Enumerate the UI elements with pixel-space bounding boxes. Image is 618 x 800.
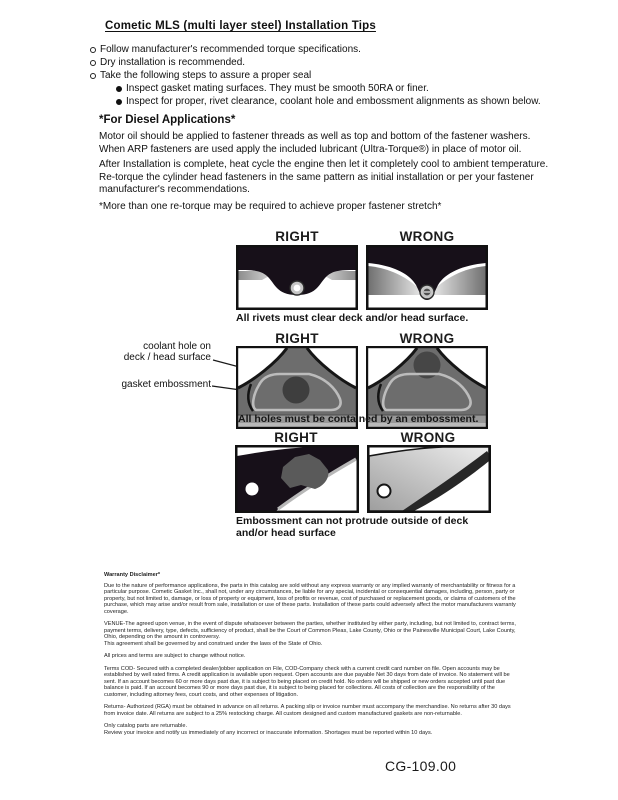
legal-paragraph: VENUE-The agreed upon venue, in the event of dispute whatsoever between the parties, whether instituted by either party, including, but not limited to, contract terms, payment terms, delivery, type, defects, sufficiency of product, shall be the Court of Common Pleas, Lake County, Ohio or the Painesville Municipal Court, Lake County, Ohio, depending on the amount in controversy. (104, 621, 516, 640)
fig1-wrong-label: WRONG (399, 229, 455, 244)
gasket-embossment-label: gasket embossment (121, 379, 211, 390)
legal-paragraph: Due to the nature of performance applications, the parts in this catalog are sold without any express warranty or any implied warranty of merchantability or fitness for a particular purpose. Cometic Gasket Inc., shall not, under any circumstances, be liable for any special, incidental or consequential damages, including, person, party or property, but not limited to, damage, or loss of property or equipment, loss of profits or revenue, cost of purchased or replacement goods, or claims of customers of the purchase, which may arise and/or result from sale, installation or use of these parts. Installation of these parts could adversely affect the motor manufacturers warranty coverage. (104, 582, 516, 615)
legal-paragraph: Terms COD- Secured with a completed dealer/jobber application on File, COD-Company check with a current credit card number on file. Open accounts may be established by well rated firms. A credit application is available upon request. Open accounts are due payable Net 30 days from date of invoice. No statement will be sent. If an account becomes 60 or more days past due, it is subject to being placed on credit hold. No orders will be shipped or new orders accepted until past due balance is paid. If an account becomes 90 or more days past due, it is subject to being placed for collections. All costs of collection are the responsibility of the customer, including attorney fees, court costs, and other expenses of litigation. (104, 665, 510, 698)
filled-bullet-icon (116, 86, 122, 92)
legal-paragraph: Review your invoice and notify us immediately of any incorrect or inaccurate information. Shortages must be reported within 10 days. (104, 729, 433, 736)
fig1-caption: All rivets must clear deck and/or head surface. (236, 312, 469, 324)
bolt-hole-icon (378, 485, 391, 498)
rivet-clearance-right-diagram (236, 245, 358, 310)
fig3-wrong-label: WRONG (400, 430, 456, 445)
diesel-paragraph: *More than one re-torque may be required to achieve proper fastener stretch* (99, 201, 442, 212)
bolt-hole-icon (246, 483, 259, 496)
tip-text: Take the following steps to assure a proper seal (100, 70, 312, 81)
tip-item (90, 43, 550, 56)
tip-text: Follow manufacturer's recommended torque specifications. (100, 44, 361, 55)
fig3-caption-line1: Embossment can not protrude outside of deck (236, 515, 469, 527)
coolant-hole-label: coolant hole on (143, 341, 211, 352)
fig3-caption-line2: and/or head surface (236, 527, 336, 539)
fig2-caption: All holes must be contained by an embossment. (238, 413, 479, 425)
coolant-hole-icon (283, 377, 310, 404)
fig3-right-label: RIGHT (274, 430, 318, 445)
tip-text: Inspect for proper, rivet clearance, coolant hole and embossment alignments as shown below. (126, 96, 541, 107)
tip-item (90, 56, 550, 69)
fig2-right-label: RIGHT (275, 331, 319, 346)
hollow-bullet-icon (90, 47, 96, 53)
diesel-paragraph: After Installation is complete, heat cycle the engine then let it completely cool to ambient temperature. Re-torque the cylinder head fasteners in the same pattern as initial installation or per your fastener manufacturer's recommendations. (99, 159, 549, 196)
legal-section (104, 572, 517, 742)
tip-item (90, 69, 550, 82)
warranty-heading: Warranty Disclaimer* (104, 572, 161, 578)
tips-list (90, 43, 550, 108)
tip-text: Inspect gasket mating surfaces. They must be smooth 50RA or finer. (126, 83, 429, 94)
legal-paragraph: All prices and terms are subject to change without notice. (104, 653, 246, 659)
fig3-caption (236, 515, 506, 539)
fig2-wrong-label: WRONG (399, 331, 455, 346)
fig1-right-label: RIGHT (275, 229, 319, 244)
filled-bullet-icon (116, 99, 122, 105)
embossment-protrusion-wrong-diagram (367, 445, 491, 513)
diesel-paragraph: Motor oil should be applied to fastener threads as well as top and bottom of the fastener washers. When ARP fasteners are used apply the included lubricant (Ultra-Torque®) in place of motor oil. (99, 131, 531, 155)
legal-paragraph: This agreement shall be governed by and construed under the laws of the State of Ohio. (104, 640, 323, 647)
diesel-heading: *For Diesel Applications* (99, 114, 236, 126)
hollow-bullet-icon (90, 60, 96, 66)
embossment-protrusion-right-diagram (235, 445, 359, 513)
hollow-bullet-icon (90, 73, 96, 79)
coolant-hole-label-line2: deck / head surface (123, 352, 211, 363)
legal-paragraph: Returns- Authorized (RGA) must be obtained in advance on all returns. A packing slip or invoice number must accompany the merchandise. No returns after 30 days from invoice date. All returns are subject to a 25% restocking charge. All custom designed and custom manufactured gaskets are non-returnable. (104, 704, 511, 717)
rivet-clearance-wrong-diagram (366, 245, 488, 310)
tip-text: Dry installation is recommended. (100, 57, 246, 68)
tip-sub-item (116, 82, 550, 95)
legal-paragraph: Only catalog parts are returnable. (104, 723, 188, 729)
tip-sub-item (116, 95, 550, 108)
page-number: CG-109.00 (385, 758, 457, 774)
page-title: Cometic MLS (multi layer steel) Installation Tips (105, 20, 376, 32)
